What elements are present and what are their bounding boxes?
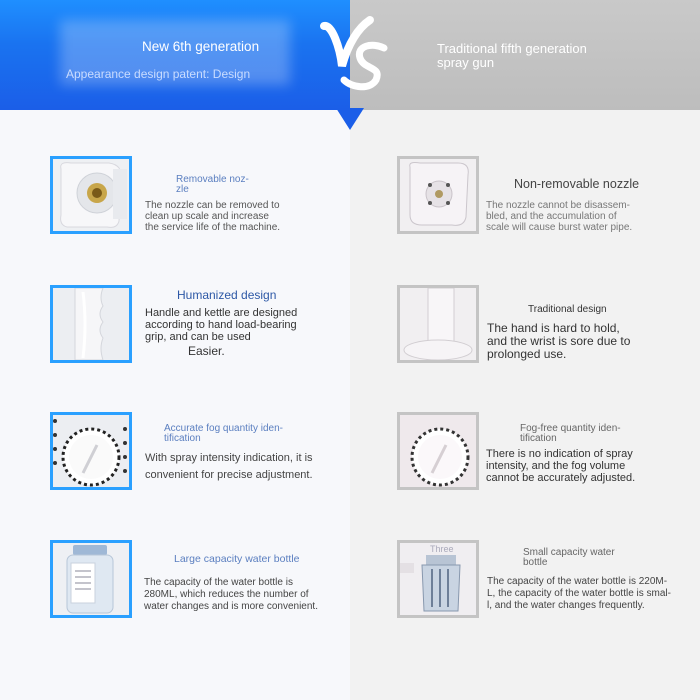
bottle-icon [400,543,476,615]
traditional-title: Traditional fifth generation spray gun [437,41,587,70]
new-generation-banner [0,0,350,110]
fog-free-image [397,412,479,490]
handle-icon [400,288,476,360]
nozzle-icon [400,159,476,231]
small-bottle-desc: The capacity of the water bottle is 220M- L, the capacity of the water bottle is smal- l, and the water changes frequently. [487,576,671,611]
traditional-design-image [397,285,479,363]
nozzle-icon [53,159,129,231]
humanized-design-easier: Easier. [188,344,225,358]
fog-free-title: Fog-free quantity iden- tification [520,423,621,444]
non-removable-nozzle-image [397,156,479,234]
vs-logo-icon [318,14,392,92]
non-removable-nozzle-title: Non-removable nozzle [514,177,640,191]
fog-free-desc: There is no indication of spray intensity, and the fog volume cannot be accurately adjusted. [486,448,636,484]
removable-nozzle-desc: The nozzle can be removed to clean up scale and increase the service life of the machine. [145,200,281,233]
non-removable-nozzle-desc: The nozzle cannot be disassem- bled, and the accumulation of scale will cause burst water pipe. [486,200,633,233]
new-generation-title: New 6th generation [142,39,260,54]
dial-icon [53,415,129,487]
removable-nozzle-title: Removable noz- zle [176,174,249,195]
traditional-design-desc: The hand is hard to hold, and the wrist is sore due to prolonged use. [487,321,631,361]
handle-icon [53,288,129,360]
banner-pointer [336,108,364,130]
humanized-design-title: Humanized design [177,288,277,302]
bottle-icon [53,543,129,615]
small-bottle-image [397,540,479,618]
accurate-fog-desc: With spray intensity indication, it is convenient for precise adjustment. [145,452,313,481]
large-bottle-desc: The capacity of the water bottle is 280ML, which reduces the number of water changes and is more convenient. [144,577,318,612]
traditional-design-title: Traditional design [528,304,607,315]
dial-icon [400,415,476,487]
small-bottle-title: Small capacity water bottle [523,547,615,568]
removable-nozzle-image [50,156,132,234]
humanized-design-desc: Handle and kettle are designed according to hand load-bearing grip, and can be used [145,307,298,343]
large-bottle-title: Large capacity water bottle [174,553,300,565]
large-bottle-image [50,540,132,618]
accurate-fog-title: Accurate fog quantity iden- tification [164,423,283,444]
humanized-design-image [50,285,132,363]
small-bottle-label: Three [430,544,454,554]
patent-subtitle: Appearance design patent: Design [66,67,251,81]
accurate-fog-image [50,412,132,490]
